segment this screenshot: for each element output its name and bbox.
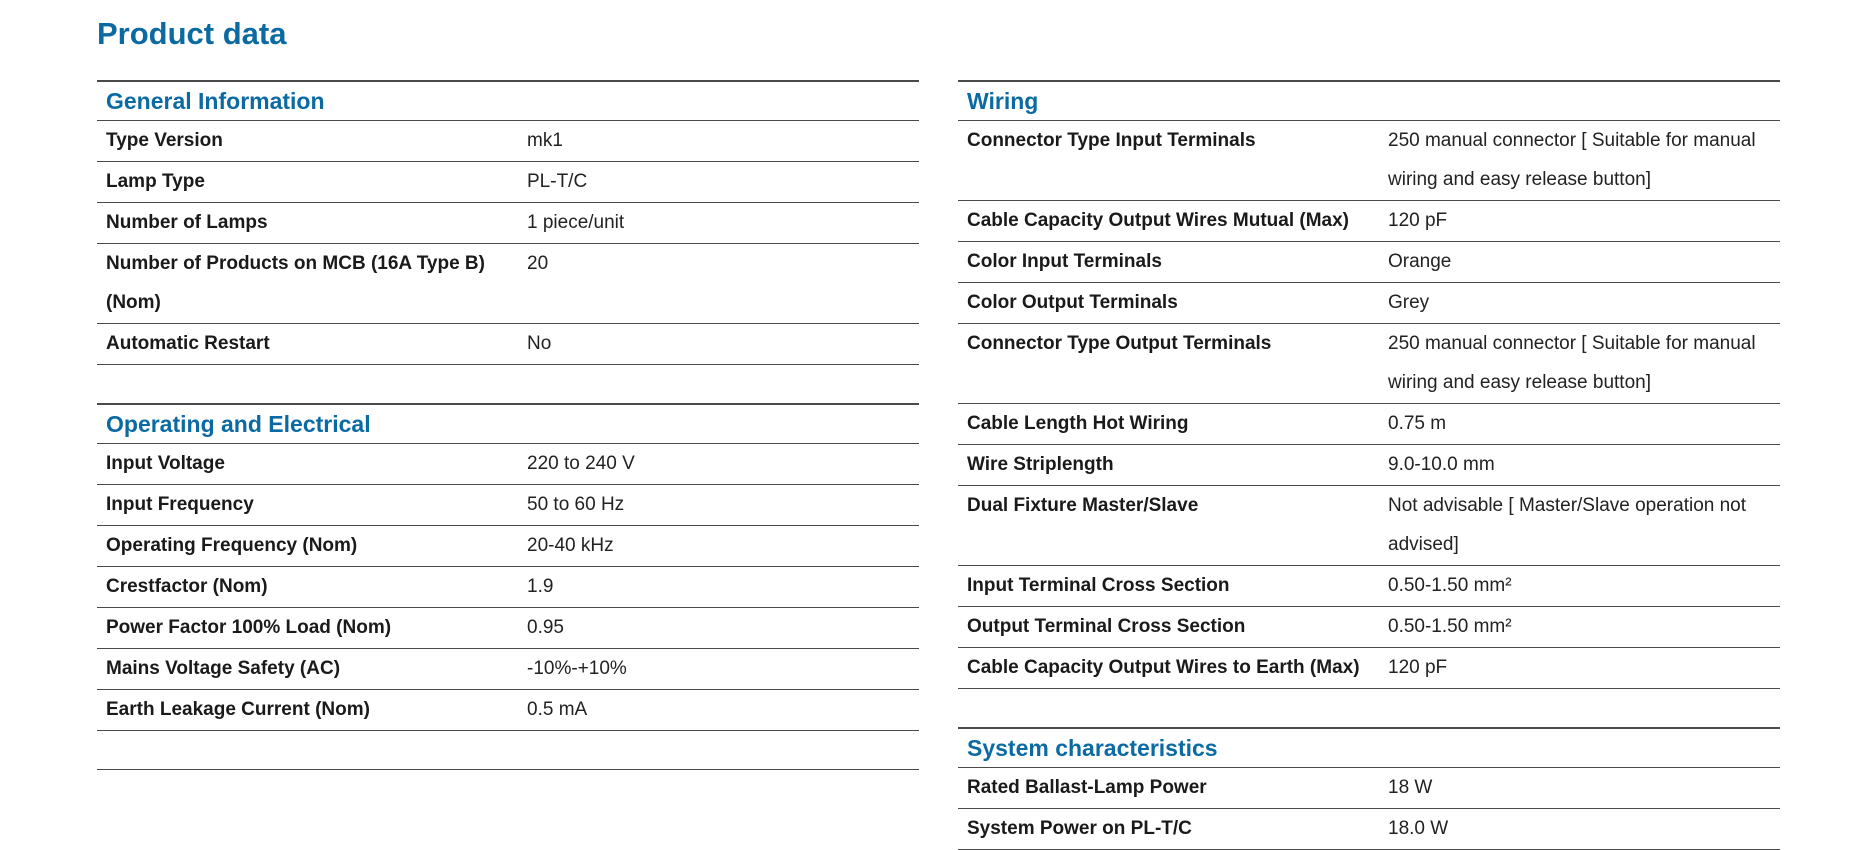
row-value: 1 piece/unit bbox=[527, 212, 625, 233]
table-row bbox=[958, 283, 1780, 324]
table-row bbox=[97, 649, 919, 690]
row-value: -10%-+10% bbox=[527, 658, 627, 679]
row-value: 0.75 m bbox=[1388, 413, 1447, 434]
row-value: 120 pF bbox=[1388, 657, 1448, 678]
row-label: Power Factor 100% Load (Nom) bbox=[106, 617, 392, 638]
row-value: 20 bbox=[527, 253, 549, 274]
row-value: 220 to 240 V bbox=[527, 453, 635, 474]
section-wiring bbox=[958, 80, 1780, 689]
table-row bbox=[97, 608, 919, 649]
row-value: 1.9 bbox=[527, 576, 554, 597]
row-label: Output Terminal Cross Section bbox=[967, 616, 1246, 637]
row-label: Automatic Restart bbox=[106, 333, 270, 354]
row-value: Not advisable [ Master/Slave operation not advised] bbox=[1388, 495, 1747, 555]
row-label: Connector Type Input Terminals bbox=[967, 130, 1256, 151]
row-value: 250 manual connector [ Suitable for manual wiring and easy release button] bbox=[1388, 333, 1756, 393]
row-label: Input Terminal Cross Section bbox=[967, 575, 1230, 596]
row-value: 9.0-10.0 mm bbox=[1388, 454, 1495, 475]
section-title: System characteristics bbox=[958, 729, 1780, 768]
row-label: Rated Ballast-Lamp Power bbox=[967, 777, 1207, 798]
table-row bbox=[97, 324, 919, 365]
page-title: Product data bbox=[97, 16, 287, 51]
row-label: Cable Capacity Output Wires Mutual (Max) bbox=[967, 210, 1349, 231]
row-value: 0.50-1.50 mm² bbox=[1388, 616, 1512, 637]
left-column bbox=[97, 80, 919, 770]
section-title: Operating and Electrical bbox=[97, 405, 919, 444]
row-value: 0.5 mA bbox=[527, 699, 588, 720]
row-label: Color Input Terminals bbox=[967, 251, 1162, 272]
table-row bbox=[958, 809, 1780, 850]
row-label: Number of Lamps bbox=[106, 212, 268, 233]
row-value: 250 manual connector [ Suitable for manual wiring and easy release button] bbox=[1388, 130, 1756, 190]
row-label: Cable Length Hot Wiring bbox=[967, 413, 1189, 434]
row-value: mk1 bbox=[527, 130, 563, 151]
row-label: Wire Striplength bbox=[967, 454, 1114, 475]
divider bbox=[97, 769, 919, 770]
row-label: Lamp Type bbox=[106, 171, 205, 192]
row-label: System Power on PL-T/C bbox=[967, 818, 1192, 839]
table-row bbox=[97, 121, 919, 162]
table-row bbox=[97, 690, 919, 731]
right-column bbox=[958, 80, 1780, 850]
section-system-characteristics bbox=[958, 727, 1780, 850]
row-label: Connector Type Output Terminals bbox=[967, 333, 1272, 354]
row-label: Crestfactor (Nom) bbox=[106, 576, 268, 597]
table-row bbox=[958, 648, 1780, 689]
row-label: Input Voltage bbox=[106, 453, 225, 474]
table-row bbox=[97, 444, 919, 485]
table-row bbox=[958, 324, 1780, 404]
table-row bbox=[97, 203, 919, 244]
table-row bbox=[97, 526, 919, 567]
row-value: Grey bbox=[1388, 292, 1430, 313]
row-value: 50 to 60 Hz bbox=[527, 494, 625, 515]
row-value: 18 W bbox=[1388, 777, 1433, 798]
row-label: Operating Frequency (Nom) bbox=[106, 535, 358, 556]
row-label: Cable Capacity Output Wires to Earth (Max) bbox=[967, 657, 1360, 678]
table-row bbox=[958, 566, 1780, 607]
section-title: General Information bbox=[97, 82, 919, 121]
row-label: Number of Products on MCB (16A Type B) (Nom) bbox=[106, 253, 485, 313]
row-label: Input Frequency bbox=[106, 494, 254, 515]
row-value: 120 pF bbox=[1388, 210, 1448, 231]
table-row bbox=[97, 162, 919, 203]
row-label: Color Output Terminals bbox=[967, 292, 1178, 313]
row-value: No bbox=[527, 333, 552, 354]
row-label: Mains Voltage Safety (AC) bbox=[106, 658, 341, 679]
table-row bbox=[958, 486, 1780, 566]
row-label: Type Version bbox=[106, 130, 223, 151]
table-row bbox=[97, 244, 919, 324]
table-row bbox=[97, 485, 919, 526]
row-value: 0.95 bbox=[527, 617, 564, 638]
section-title: Wiring bbox=[958, 82, 1780, 121]
row-value: 20-40 kHz bbox=[527, 535, 614, 556]
table-row bbox=[958, 121, 1780, 201]
row-value: 0.50-1.50 mm² bbox=[1388, 575, 1512, 596]
table-row bbox=[958, 607, 1780, 648]
section-operating-electrical bbox=[97, 403, 919, 731]
table-row bbox=[958, 201, 1780, 242]
row-value: 18.0 W bbox=[1388, 818, 1449, 839]
row-label: Dual Fixture Master/Slave bbox=[967, 495, 1199, 516]
table-row bbox=[958, 242, 1780, 283]
table-row bbox=[958, 445, 1780, 486]
table-row bbox=[97, 567, 919, 608]
row-value: Orange bbox=[1388, 251, 1452, 272]
table-row bbox=[958, 404, 1780, 445]
row-value: PL-T/C bbox=[527, 171, 588, 192]
table-row bbox=[958, 768, 1780, 809]
row-label: Earth Leakage Current (Nom) bbox=[106, 699, 370, 720]
section-general-information bbox=[97, 80, 919, 365]
